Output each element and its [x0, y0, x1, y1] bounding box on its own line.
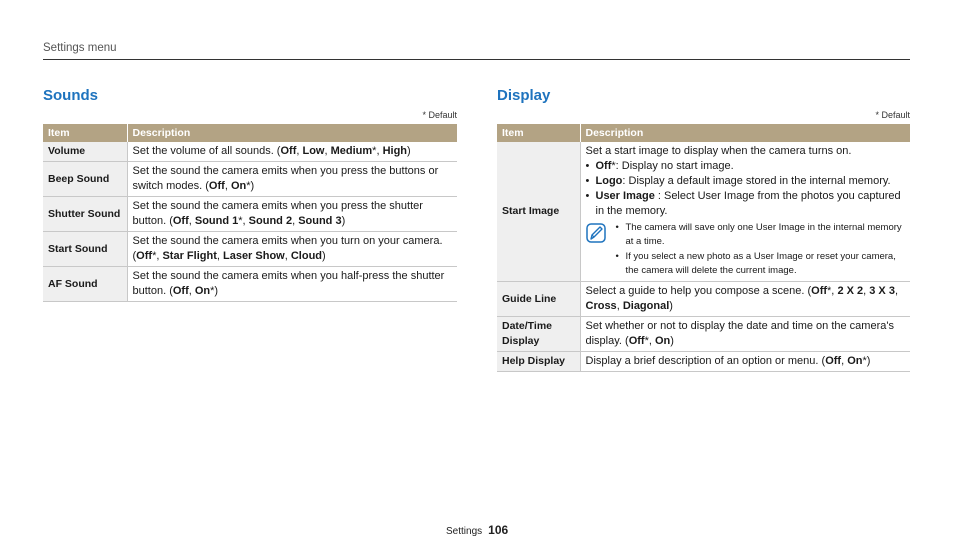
note-item: • If you select a new photo as a User Image or reset your camera, the camera will delete the current image. — [616, 250, 906, 278]
display-title: Display — [497, 87, 551, 104]
start-image-intro: Set a start image to display when the camera turns on. — [585, 145, 852, 157]
table-row — [497, 317, 910, 352]
column-header-item: Item — [497, 124, 580, 142]
table-row — [43, 142, 457, 162]
running-header: Settings menu — [43, 42, 117, 54]
description-cell: Set the sound the camera emits when you press the shutter button. (Off, Sound 1*, Sound 2, Sound 3) — [127, 197, 457, 232]
sounds-default-note: * Default — [422, 110, 457, 120]
table-row — [43, 267, 457, 302]
column-header-description: Description — [580, 124, 910, 142]
table-row — [43, 232, 457, 267]
item-cell: Volume — [43, 142, 127, 162]
description-cell: Set the sound the camera emits when you turn on your camera. (Off*, Star Flight, Laser Show, Cloud) — [127, 232, 457, 267]
sounds-section — [43, 86, 457, 302]
description-cell: Set the sound the camera emits when you half-press the shutter button. (Off, On*) — [127, 267, 457, 302]
page-footer — [446, 523, 508, 537]
item-cell: Start Sound — [43, 232, 127, 267]
column-header-description: Description — [127, 124, 457, 142]
list-item: • Logo: Display a default image stored in the internal memory. — [586, 174, 906, 189]
description-cell: Set the volume of all sounds. (Off, Low, Medium*, High) — [127, 142, 457, 162]
item-cell: Beep Sound — [43, 162, 127, 197]
description-cell: Set whether or not to display the date and time on the camera's display. (Off*, On) — [580, 317, 910, 352]
display-default-note: * Default — [875, 110, 910, 120]
note-list — [616, 221, 906, 279]
description-cell: Set the sound the camera emits when you press the buttons or switch modes. (Off, On*) — [127, 162, 457, 197]
note-pencil-icon — [586, 223, 606, 243]
note-item: • The camera will save only one User Image in the internal memory at a time. — [616, 221, 906, 249]
table-row — [497, 352, 910, 372]
sounds-title: Sounds — [43, 87, 98, 104]
footer-section-label: Settings — [446, 526, 483, 537]
header-divider — [43, 59, 910, 60]
list-item: • Off*: Display no start image. — [586, 159, 906, 174]
item-cell: Start Image — [497, 142, 580, 282]
table-row — [497, 282, 910, 317]
display-table — [497, 124, 910, 372]
table-header-row — [43, 124, 457, 142]
table-row — [43, 197, 457, 232]
note-block — [586, 221, 906, 279]
item-cell: AF Sound — [43, 267, 127, 302]
page-number: 106 — [488, 523, 509, 537]
item-cell: Date/Time Display — [497, 317, 580, 352]
item-cell: Help Display — [497, 352, 580, 372]
start-image-options — [586, 159, 906, 219]
table-header-row — [497, 124, 910, 142]
display-section — [497, 86, 910, 372]
item-cell: Guide Line — [497, 282, 580, 317]
table-row — [497, 142, 910, 282]
description-cell — [580, 142, 910, 282]
description-cell: Select a guide to help you compose a scene. (Off*, 2 X 2, 3 X 3, Cross, Diagonal) — [580, 282, 910, 317]
description-cell: Display a brief description of an option or menu. (Off, On*) — [580, 352, 910, 372]
item-cell: Shutter Sound — [43, 197, 127, 232]
list-item: • User Image : Select User Image from the photos you captured in the memory. — [586, 189, 906, 219]
sounds-table — [43, 124, 457, 302]
column-header-item: Item — [43, 124, 127, 142]
table-row — [43, 162, 457, 197]
